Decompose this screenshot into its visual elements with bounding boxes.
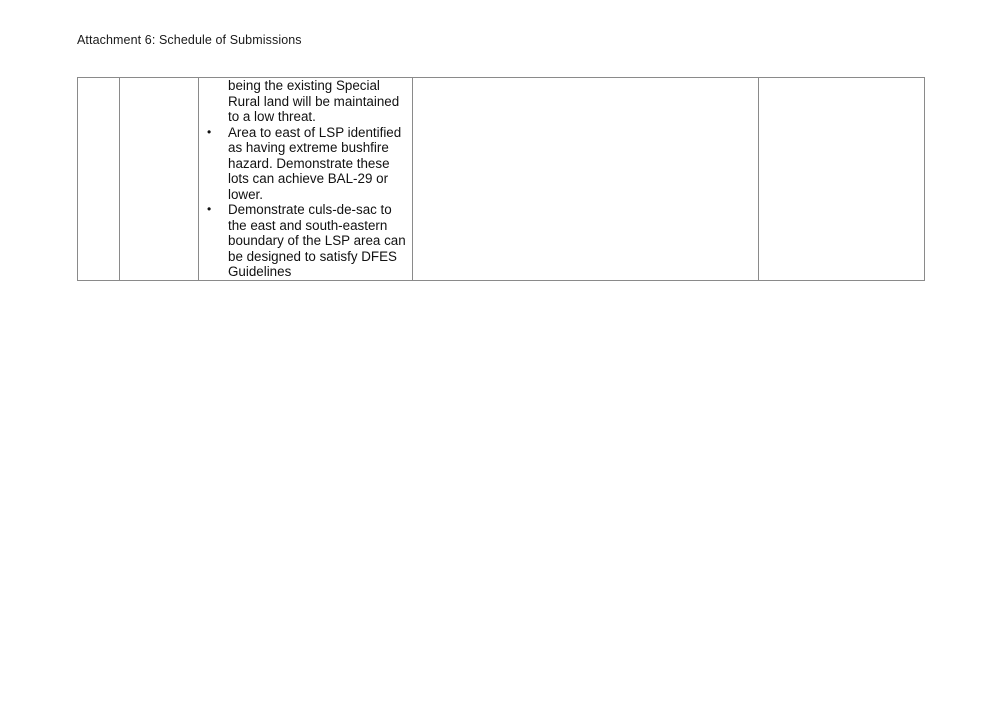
page-header-title: Attachment 6: Schedule of Submissions xyxy=(77,33,302,47)
comment-continuation-text: being the existing Special Rural land will be maintained to a low threat. xyxy=(228,78,400,124)
list-item-text: Demonstrate culs-de-sac to the east and south-eastern boundary of the LSP area can be designed to satisfy DFES Guidelines xyxy=(228,202,406,279)
list-item-text: Area to east of LSP identified as having extreme bushfire hazard. Demonstrate these lots can achieve BAL-29 or lower. xyxy=(228,124,402,202)
list-item xyxy=(199,202,408,280)
table-row xyxy=(78,78,925,281)
comment-points-list xyxy=(199,125,408,280)
table-cell-submitter xyxy=(120,78,199,281)
bullet-icon: • xyxy=(207,202,212,216)
table-cell-comments xyxy=(199,78,413,281)
table-cell-number xyxy=(78,78,120,281)
list-item xyxy=(199,125,408,203)
table-cell-response xyxy=(413,78,759,281)
submissions-table xyxy=(77,77,925,281)
bullet-icon: • xyxy=(207,124,212,139)
table-cell-recommendation xyxy=(759,78,925,281)
